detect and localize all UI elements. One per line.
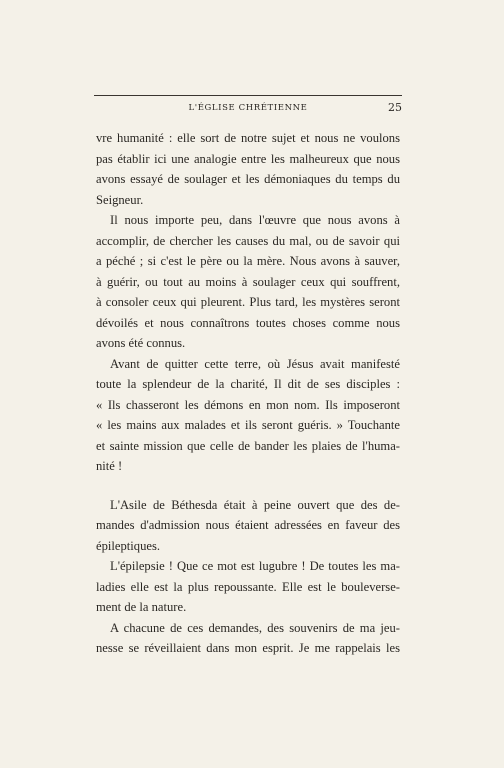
body-text (96, 128, 400, 659)
text-line: et sainte mission que celle de bander les plaies de l'huma- (96, 438, 400, 453)
text-line: « Ils chasseront les démons en mon nom. Ils imposeront (96, 397, 400, 412)
text-line: avons essayé de soulager et les démoniaques du temps du (96, 172, 400, 186)
text-line: dévoilés et nous connaîtrons toutes choses comme nous (96, 315, 400, 330)
text-line: à guérir, ou tout au moins à soulager ceux qui souffrent, (96, 274, 400, 289)
paragraph (96, 128, 400, 210)
section-gap (96, 477, 400, 495)
text-line: L'Asile de Béthesda était à peine ouvert que des de- (110, 497, 400, 512)
paragraph (96, 618, 400, 659)
text-line: nesse se réveillaient dans mon esprit. Je me rappelais les (96, 641, 400, 655)
paragraph (96, 495, 400, 557)
text-line: Avant de quitter cette terre, où Jésus avait manifesté (110, 356, 400, 371)
text-line: Il nous importe peu, dans l'œuvre que nous avons à (110, 213, 400, 227)
text-line: Seigneur. (96, 192, 144, 207)
text-line: A chacune de ces demandes, des souvenirs de ma jeu- (110, 620, 400, 635)
text-line: a péché ; si c'est le père ou la mère. Nous avons à sauver, (96, 254, 400, 268)
paragraph (96, 210, 400, 354)
text-line: ment de la nature. (96, 600, 187, 614)
text-line: à consoler ceux qui pleurent. Plus tard, les mystères seront (96, 295, 400, 309)
paragraph (96, 556, 400, 618)
running-head (94, 101, 402, 117)
text-line: épileptiques. (96, 538, 161, 553)
text-line: ladies elle est la plus repoussante. Elle est le bouleverse- (96, 579, 400, 594)
text-line: vre humanité : elle sort de notre sujet et nous ne voulons (96, 131, 400, 145)
text-line: avons été connus. (96, 336, 186, 350)
text-line: toute la splendeur de la charité, Il dit de ses disciples : (96, 377, 400, 391)
header-rule (94, 95, 402, 96)
text-line: L'épilepsie ! Que ce mot est lugubre ! De toutes les ma- (110, 559, 400, 573)
text-line: pas établir ici une analogie entre les malheureux que nous (96, 151, 400, 166)
running-title: L'ÉGLISE CHRÉTIENNE (188, 103, 308, 113)
text-line: mandes d'admission nous étaient adressées en faveur des (96, 518, 400, 532)
text-line: « les mains aux malades et ils seront guéris. » Touchante (96, 418, 400, 432)
paragraph (96, 354, 400, 477)
page-number: 25 (388, 101, 402, 114)
text-line: nité ! (96, 459, 123, 473)
text-line: accomplir, de chercher les causes du mal, ou de savoir qui (96, 233, 400, 248)
